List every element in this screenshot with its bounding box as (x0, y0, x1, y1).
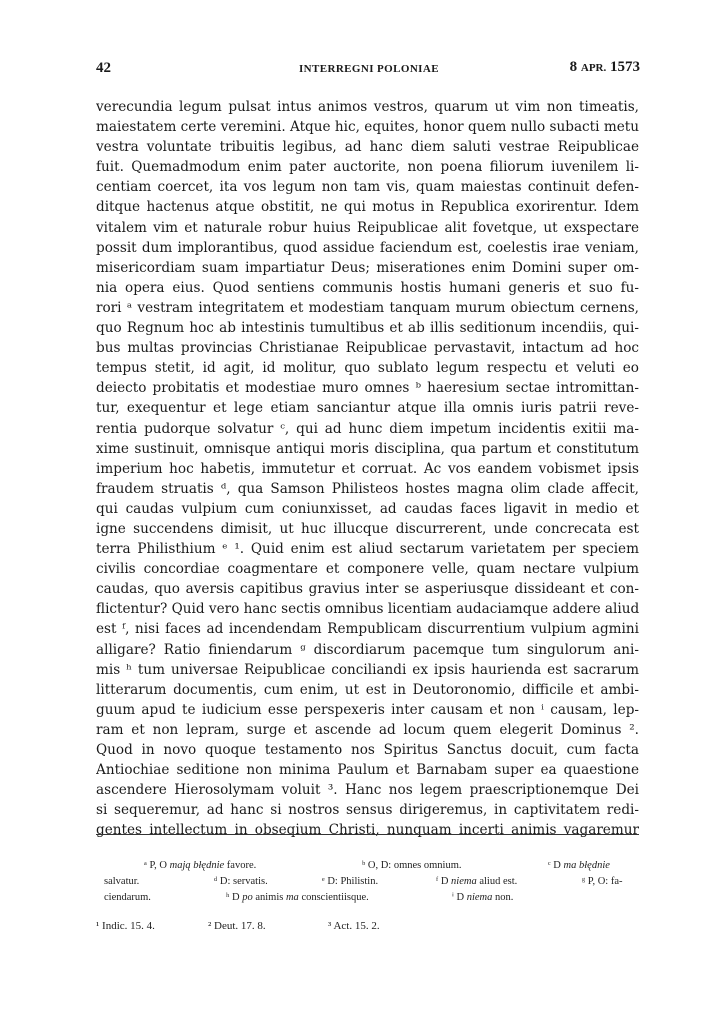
footnote-text: favore. (226, 860, 257, 871)
footnote-text: aliud est. (479, 876, 518, 887)
text-line: gentes intellectum in obseqium Christi, nunquam incerti animis vagaremur (96, 822, 639, 839)
footnote-d: ᵈ D: servatis. (214, 876, 268, 887)
footnote-i (452, 888, 513, 907)
text-line: igne succendens dimisit, ut huc illucque discurrerent, unde concrecata est (96, 520, 639, 537)
footnote-italic: ma (285, 892, 299, 903)
text-line: nia opera eius. Quod sentiens communis hostis humani generis et suo fu- (96, 279, 639, 296)
text-line: verecundia legum pulsat intus animos vestros, quarum ut vim non timeatis, (96, 99, 639, 115)
footnote-c-cont: salvatur. (104, 876, 140, 887)
page-header (0, 0, 720, 90)
text-line: Antiochiae seditione non minima Paulum et Barnabam super ea quaestione (96, 762, 639, 779)
text-line: xime sustinuit, omnisque antiqui moris disciplina, qua partum et constitutum (96, 440, 639, 457)
footnote-mark: ᵃ P, O (144, 860, 168, 871)
text-line: terra Philisthium ᵉ ¹. Quid enim est aliud sectarum varietatem per speciem (96, 541, 639, 558)
text-line: vestra voluntate tribuitis legibus, ad hanc diem saluti vestrae Reipublicae (96, 139, 639, 156)
date-year: 1573 (610, 59, 640, 75)
text-line: maiestatem certe veremini. Atque hic, equites, honor quem nullo subacti metu (96, 119, 639, 136)
footnote-italic: niema (451, 876, 477, 887)
footnote-mark: ᶠ D (436, 876, 449, 887)
text-line: bus multas provincias Christianae Reipublicae pervastavit, intactum ad hoc (96, 340, 639, 357)
text-line: ditque hactenus atque obstitit, ne qui motus in Republica exorirentur. Idem (96, 199, 639, 216)
footnote-mark: ʰ D (226, 892, 240, 903)
footnote-italic: mają błędnie (169, 860, 225, 871)
text-line: rori ᵃ vestram integritatem et modestiam tanquam murum obiectum cernens, (96, 299, 639, 316)
date-month: APR. (580, 62, 607, 74)
text-line: flictentur? Quid vero hanc sectis omnibus licentiam audaciamque addere aliud (96, 601, 639, 618)
footnote-italic: ma błędnie (563, 860, 610, 871)
text-line: tempus stetit, id agit, id molitur, quo sublato legum respectu et veluti eo (96, 360, 639, 377)
footnote-b: ᵇ O, D: omnes omnium. (362, 860, 462, 871)
footnote-h (226, 888, 369, 907)
date-day: 8 (569, 59, 578, 75)
text-line: deiecto probitatis et modestiae muro omnes ᵇ haeresium sectae intromittan- (96, 380, 639, 397)
footnote-line (96, 888, 639, 907)
footnote-mark: ᶜ D (548, 860, 561, 871)
text-line: civilis concordiae coagmentare et componere velle, quam nectare vulpium (96, 561, 639, 578)
page-number: 42 (96, 60, 111, 76)
apparatus-footnotes (96, 856, 639, 907)
text-line: mis ʰ tum universae Reipublicae conciliandi ex ipsis haurienda est sacrarum (96, 661, 639, 678)
text-line: vitalem vim et naturale robur huius Reipublicae alit fovetque, ut exspectare (96, 219, 639, 236)
text-line: alligare? Ratio finiendarum ᵍ discordiarum pacemque tum singulorum ani- (96, 641, 639, 658)
footnote-mark: ⁱ D (452, 892, 465, 903)
text-line: qui caudas vulpium cum coniunxisset, ad caudas faces ligavit in medio et (96, 500, 639, 517)
footnote-text: animis (255, 892, 284, 903)
text-line: caudas, quo aversis capitibus gravius inter se asperiusque dissideant et con- (96, 581, 639, 598)
text-line: Quod in novo quoque testamento nos Spiritus Sanctus docuit, cum facta (96, 742, 639, 758)
text-line: est ᶠ, nisi faces ad incendendam Rempublicam discurrentium vulpium agmini (96, 621, 639, 638)
text-line: quo Regnum hoc ab intestinis tumultibus et ab illis seditionum incendiis, qui- (96, 320, 639, 337)
running-title: INTERREGNI POLONIAE (299, 63, 439, 75)
running-date (570, 59, 640, 76)
reference-2: ² Deut. 17. 8. (208, 920, 266, 932)
text-line: ascendere Hierosolymam voluit ³. Hanc nos legem praescriptionemque Dei (96, 782, 639, 799)
text-line: tur, exequentur et lege etiam sanciantur atque illa omnis iuris patrii reve- (96, 400, 639, 417)
main-text (96, 97, 639, 840)
footnote-text: conscientiisque. (301, 892, 369, 903)
footnote-e: ᵉ D: Philistin. (322, 876, 379, 887)
text-line: litterarum documentis, cum enim, ut est in Deutoronomio, difficile et ambi- (96, 681, 639, 698)
text-line: rentia pudorque solvatur ᶜ, qui ad hunc diem impetum incidentis exitii ma- (96, 420, 639, 437)
footnote-g-cont: ciendarum. (104, 892, 151, 903)
reference-footnotes (96, 920, 639, 938)
text-line: fuit. Quemadmodum enim pater auctorite, non poena filiorum iuvenilem li- (96, 159, 639, 176)
reference-3: ³ Act. 15. 2. (328, 920, 380, 932)
footnote-g: ᵍ P, O: fa- (582, 876, 623, 887)
text-line: misericordiam suam impartiatur Deus; miserationes enim Domini super om- (96, 259, 639, 276)
text-line: centiam coercet, ita vos legum non tam vis, quam maiestas continuit defen- (96, 179, 639, 196)
footnote-text: non. (495, 892, 514, 903)
reference-1: ¹ Indic. 15. 4. (96, 920, 155, 932)
text-line: fraudem struatis ᵈ, qua Samson Philisteos hostes magna olim clade affecit, (96, 480, 639, 497)
footnote-italic: niema (466, 892, 493, 903)
footnote-divider (96, 834, 639, 835)
text-line: ram et non lepram, surge et ascende ad locum quem elegerit Dominus ². (96, 721, 639, 738)
text-line: possit dum implorantibus, quod assidue faciendum est, coelestis irae veniam, (96, 239, 639, 256)
text-line: guum apud te iudicium esse perspexeris inter causam et non ⁱ causam, lep- (96, 701, 639, 718)
text-line: si sequeremur, ad hanc si nostros sensus dirigeremus, in captivitatem redi- (96, 802, 639, 819)
footnote-italic: po (242, 892, 253, 903)
text-line: imperium hoc habetis, immutetur et corruat. Ac vos eandem vobismet ipsis (96, 460, 639, 477)
